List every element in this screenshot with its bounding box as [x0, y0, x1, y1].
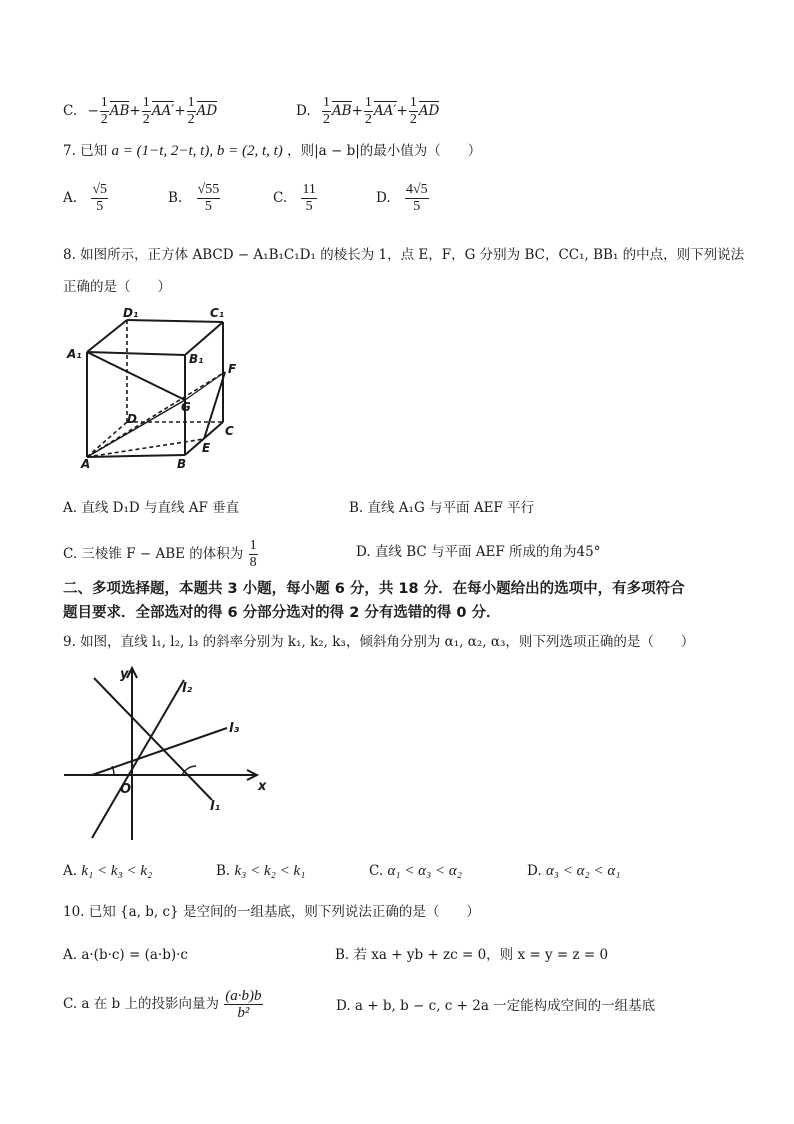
- q7-stem: [63, 142, 481, 160]
- q9-option-c: [369, 862, 462, 880]
- q8-option-d: D. 直线 BC 与平面 AEF 所成的角为45°: [356, 544, 601, 560]
- q7-option-c-num: 11: [302, 182, 316, 197]
- q8-stem-line2: 正确的是（ ）: [63, 279, 171, 295]
- q10-option-a: A. a·(b·c) = (a·b)·c: [63, 947, 188, 963]
- q7-option-c: [273, 182, 318, 215]
- q7-option-d: [376, 182, 430, 215]
- label-b: B: [177, 457, 187, 470]
- q9-option-c-label: C.: [369, 863, 384, 879]
- q7-option-a-num: √5: [92, 182, 108, 197]
- q8-option-c-den: 8: [249, 555, 257, 570]
- q7-stem-suffix: ，则|a − b|的最小值为（ ）: [287, 143, 482, 159]
- cube-figure: [65, 300, 255, 470]
- q7-option-b: [168, 182, 221, 215]
- label-x: x: [258, 779, 267, 794]
- label-c: C: [225, 424, 234, 438]
- label-a1: A₁: [67, 347, 82, 361]
- lines-figure: [62, 660, 272, 845]
- q7-option-b-num: √55: [197, 182, 220, 197]
- q7-option-d-num: 4√5: [405, 182, 428, 197]
- label-f: F: [228, 362, 237, 376]
- q9-option-d: [527, 862, 620, 880]
- section2-line2: 题目要求．全部选对的得 6 分部分选对的得 2 分有选错的得 0 分．: [63, 605, 501, 621]
- label-l2: l₂: [182, 681, 193, 696]
- label-e: E: [202, 441, 211, 455]
- q8-option-c-num: 1: [249, 538, 257, 553]
- label-l3: l₃: [229, 721, 240, 736]
- q10-option-b: B. 若 xa + yb + zc = 0，则 x = y = z = 0: [335, 947, 609, 963]
- q9-option-a-label: A.: [63, 863, 78, 879]
- q10-option-d: D. a + b, b − c, c + 2a 一定能构成空间的一组基底: [336, 998, 656, 1014]
- label-a: A: [81, 457, 91, 470]
- q7-stem-prefix: 7. 已知: [63, 143, 108, 159]
- q7-option-b-label: B.: [168, 190, 183, 206]
- label-c1: C₁: [210, 306, 225, 320]
- label-y: y: [120, 667, 129, 682]
- q8-stem-line1: 8. 如图所示，正方体 ABCD − A₁B₁C₁D₁ 的棱长为 1，点 E，F，G 分别为 BC，CC₁, BB₁ 的中点，则下列说法: [63, 247, 745, 263]
- q9-option-a-expr: k₁ < k₃ < k₂: [81, 863, 153, 879]
- q8-option-a: A. 直线 D₁D 与直线 AF 垂直: [63, 500, 240, 516]
- q10-option-c-num: (a·b)b: [225, 988, 262, 1004]
- q9-option-d-expr: α₃ < α₂ < α₁: [545, 863, 621, 879]
- q8-option-c: [63, 538, 259, 571]
- q7-option-a-label: A.: [63, 190, 78, 206]
- label-o: O: [120, 782, 132, 797]
- q6-option-d: D. $\frac{1}{2}$ AB+ $\frac{1}{2}$ AA′+ $\frac{1}{2}$ AD: [296, 95, 440, 127]
- label-g: G: [181, 400, 191, 414]
- q10-stem: 10. 已知 {a, b, c} 是空间的一组基底，则下列说法正确的是（ ）: [63, 904, 480, 920]
- q10-option-c-prefix: C. a 在 b 上的投影向量为: [63, 996, 219, 1012]
- q7-option-c-den: 5: [305, 199, 313, 214]
- q8-option-b: B. 直线 A₁G 与平面 AEF 平行: [349, 500, 535, 516]
- q9-option-d-label: D.: [527, 863, 542, 879]
- q6-option-c-label: C.: [63, 103, 78, 119]
- q6-option-c: C. − $\frac{1}{2}$ AB+ $\frac{1}{2}$ AA′+ $\frac{1}{2}$ AD: [63, 95, 218, 127]
- q9-option-a: [63, 862, 152, 880]
- q6-option-d-label: D.: [296, 103, 311, 119]
- label-d1: D₁: [123, 306, 139, 320]
- q9-option-b-expr: k₃ < k₂ < k₁: [234, 863, 306, 879]
- q8-option-c-prefix: C. 三棱锥 F − ABE 的体积为: [63, 546, 244, 562]
- label-l1: l₁: [210, 799, 221, 814]
- q7-option-a-den: 5: [96, 199, 104, 214]
- q7-option-a: [63, 182, 109, 215]
- q9-option-b: [216, 862, 305, 880]
- q7-option-d-label: D.: [376, 190, 391, 206]
- q9-option-b-label: B.: [216, 863, 231, 879]
- q7-option-b-den: 5: [204, 199, 212, 214]
- q9-option-c-expr: α₁ < α₃ < α₂: [387, 863, 462, 879]
- q7-vectors: a = (1−t, 2−t, t), b = (2, t, t): [111, 143, 283, 159]
- section2-line1: 二、多项选择题，本题共 3 小题，每小题 6 分，共 18 分．在每小题给出的选项中，有多项符合: [63, 581, 685, 597]
- q7-option-d-den: 5: [413, 199, 421, 214]
- q7-option-c-label: C.: [273, 190, 288, 206]
- label-b1: B₁: [189, 352, 204, 366]
- q10-option-c-den: b²: [237, 1005, 250, 1021]
- label-d: D: [127, 412, 137, 426]
- q9-stem: 9. 如图，直线 l₁, l₂, l₃ 的斜率分别为 k₁, k₂, k₃，倾斜角分别为 α₁, α₂, α₃，则下列选项正确的是（ ）: [63, 634, 695, 650]
- q10-option-c: [63, 988, 264, 1021]
